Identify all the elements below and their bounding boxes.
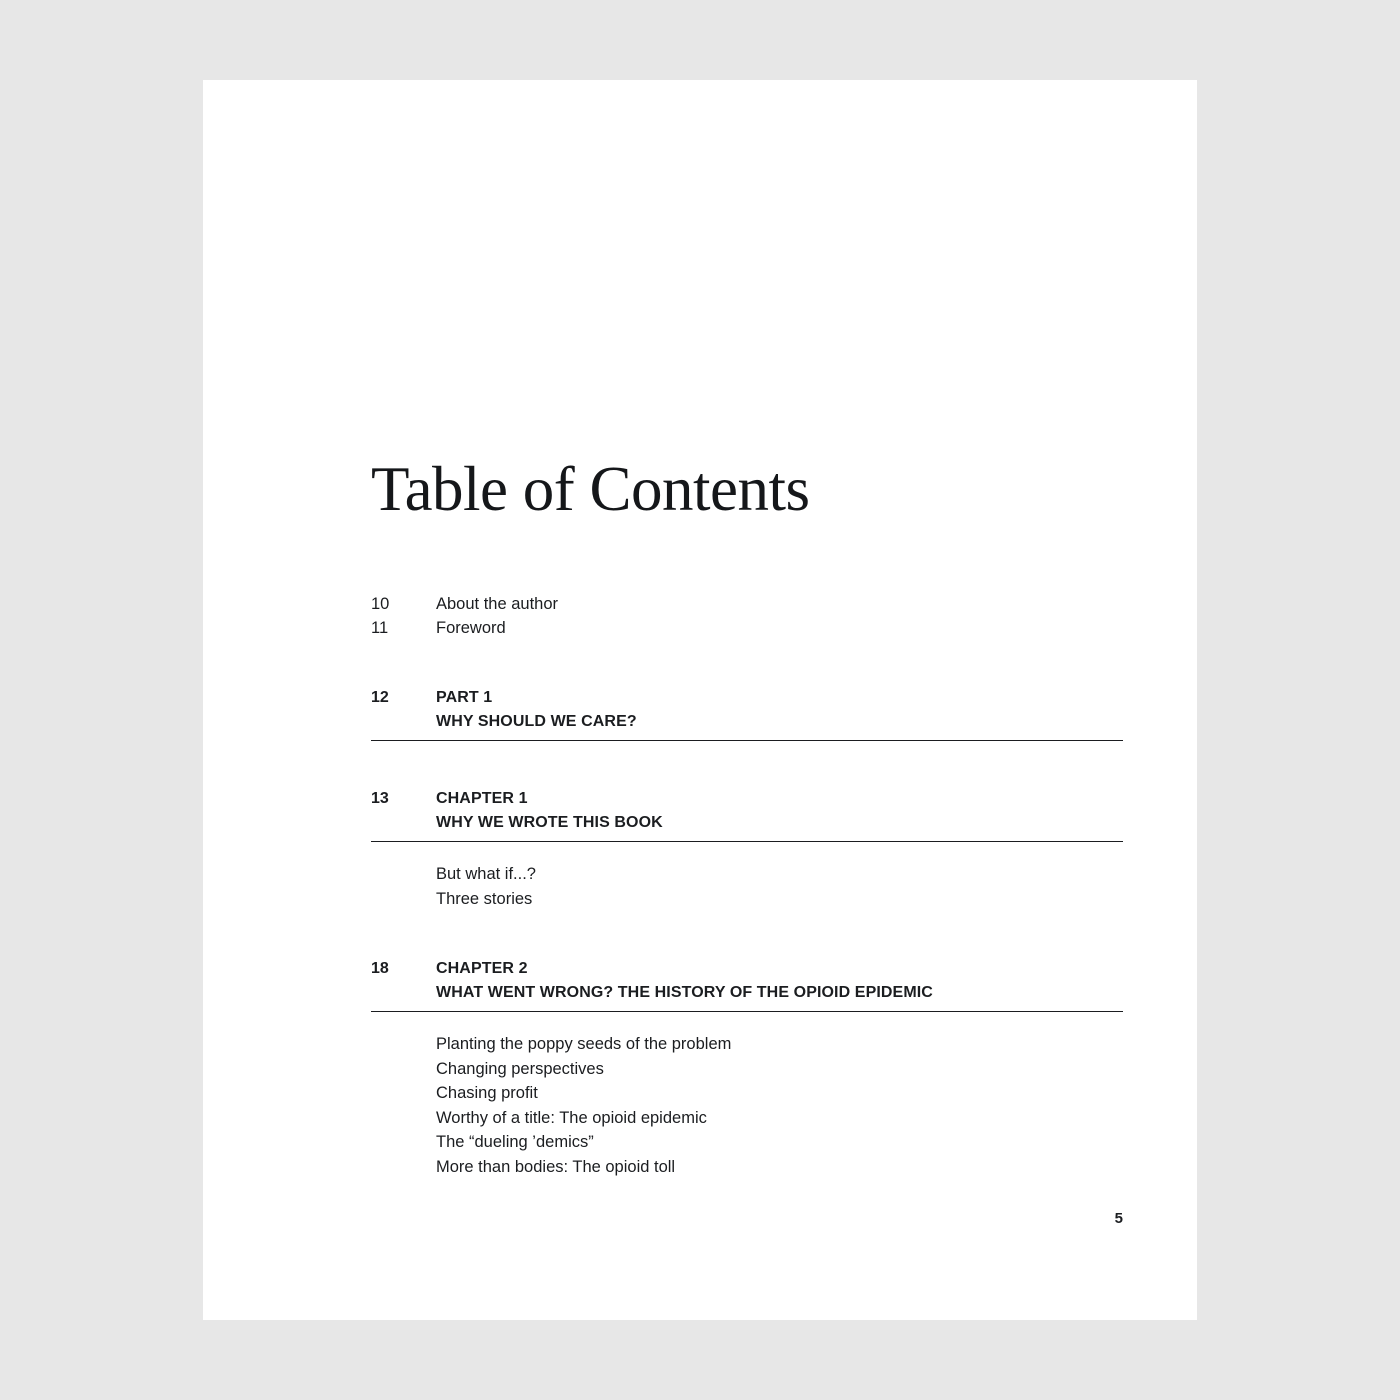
chapter-kicker-row bbox=[371, 957, 1123, 981]
chapter-page-number: 13 bbox=[371, 790, 389, 807]
chapter-block-1 bbox=[371, 787, 1123, 911]
entry-label: About the author bbox=[436, 595, 559, 613]
chapter-heading: WHAT WENT WRONG? THE HISTORY OF THE OPIOID EPIDEMIC bbox=[436, 984, 933, 1001]
chapter-entry[interactable] bbox=[371, 957, 1123, 1012]
page-title: Table of Contents bbox=[371, 454, 810, 525]
chapter-heading-row bbox=[371, 981, 1123, 1005]
divider bbox=[371, 740, 1123, 741]
divider bbox=[371, 1011, 1123, 1012]
page-content-area bbox=[371, 80, 1123, 1320]
list-item[interactable]: Worthy of a title: The opioid epidemic bbox=[436, 1108, 707, 1127]
list-item[interactable] bbox=[371, 592, 1123, 616]
chapter-kicker: CHAPTER 2 bbox=[436, 960, 528, 977]
chapter-block-2 bbox=[371, 957, 1123, 1179]
part-heading-row bbox=[371, 710, 1123, 734]
part-kicker-row bbox=[371, 686, 1123, 710]
toc-entries bbox=[371, 592, 1123, 1179]
list-item[interactable]: Chasing profit bbox=[436, 1084, 538, 1102]
part-heading: WHY SHOULD WE CARE? bbox=[436, 713, 637, 730]
front-matter-list bbox=[371, 592, 1123, 640]
list-item[interactable]: Changing perspectives bbox=[436, 1059, 604, 1078]
part-kicker: PART 1 bbox=[436, 689, 493, 706]
part-page-number: 12 bbox=[371, 689, 389, 706]
entry-page-number: 10 bbox=[371, 595, 390, 613]
entry-page-number: 11 bbox=[371, 619, 389, 637]
chapter-kicker-row bbox=[371, 787, 1123, 811]
chapter-heading: WHY WE WROTE THIS BOOK bbox=[436, 814, 663, 831]
chapter-heading-row bbox=[371, 811, 1123, 835]
list-item[interactable]: Planting the poppy seeds of the problem bbox=[436, 1035, 732, 1053]
list-item[interactable]: More than bodies: The opioid toll bbox=[436, 1157, 676, 1176]
list-item[interactable]: Three stories bbox=[436, 889, 533, 908]
chapter-entry[interactable] bbox=[371, 787, 1123, 842]
document-page bbox=[203, 80, 1197, 1320]
part-section[interactable] bbox=[371, 686, 1123, 741]
chapter-subsection-list bbox=[371, 1032, 1123, 1179]
list-item[interactable] bbox=[371, 616, 1123, 640]
chapter-kicker: CHAPTER 1 bbox=[436, 790, 528, 807]
page-folio: 5 bbox=[1114, 1210, 1123, 1227]
divider bbox=[371, 841, 1123, 842]
list-item[interactable]: The “dueling ’demics” bbox=[436, 1133, 594, 1151]
chapter-page-number: 18 bbox=[371, 960, 389, 977]
entry-label: Foreword bbox=[436, 619, 506, 637]
chapter-subsection-list bbox=[371, 862, 1123, 911]
list-item[interactable]: But what if...? bbox=[436, 865, 536, 883]
